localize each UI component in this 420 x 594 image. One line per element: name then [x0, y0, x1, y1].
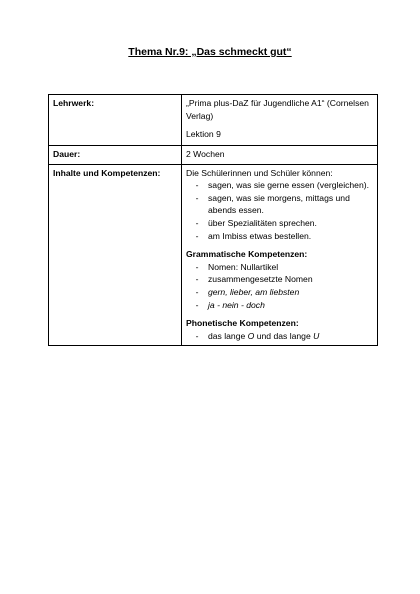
bullet-dash: -	[195, 274, 199, 285]
grammar-heading: Grammatische Kompetenzen:	[186, 249, 308, 260]
lehrwerk-lektion: Lektion 9	[186, 129, 221, 140]
value-lehrwerk	[182, 95, 378, 146]
row-inhalte	[49, 164, 378, 346]
label-lehrwerk: Lehrwerk:	[49, 95, 182, 146]
list-item: - ja - nein - doch	[186, 299, 373, 312]
list-item: - gern, lieber, am liebsten	[186, 286, 373, 299]
list-item: - Nomen: Nullartikel	[186, 261, 373, 274]
row-dauer	[49, 146, 378, 165]
label-dauer: Dauer:	[49, 146, 182, 165]
info-table	[48, 94, 378, 346]
row-lehrwerk	[49, 95, 378, 146]
bullet-dash: -	[195, 261, 199, 272]
label-inhalte: Inhalte und Kompetenzen:	[49, 164, 182, 346]
lehrwerk-title: „Prima plus-DaZ für Jugendliche A1“ (Cornelsen Verlag)	[186, 98, 369, 121]
list-item: - sagen, was sie morgens, mittags und abends essen.	[186, 192, 373, 217]
page-title-text: Thema Nr.9: „Das schmeckt gut“	[128, 46, 292, 58]
inhalte-intro: Die Schülerinnen und Schüler können:	[186, 167, 333, 178]
bullet-dash: -	[195, 217, 199, 228]
list-item: - zusammengesetzte Nomen	[186, 273, 373, 286]
bullet-dash: -	[195, 192, 199, 203]
bullet-dash: -	[195, 230, 199, 241]
value-dauer: 2 Wochen	[182, 146, 378, 165]
list-item: - am Imbiss etwas bestellen.	[186, 230, 373, 243]
list-item	[186, 330, 373, 343]
bullet-dash: -	[195, 299, 199, 310]
phonetic-heading: Phonetische Kompetenzen:	[186, 318, 299, 329]
list-item: - sagen, was sie gerne essen (vergleichen).	[186, 179, 373, 192]
bullet-dash: -	[195, 286, 199, 297]
bullet-dash: -	[195, 330, 199, 341]
phonetic-item: das lange O und das lange U	[208, 330, 320, 341]
value-inhalte	[182, 164, 378, 346]
bullet-dash: -	[195, 180, 199, 191]
list-item: - über Spezialitäten sprechen.	[186, 217, 373, 230]
page-title	[0, 46, 420, 58]
